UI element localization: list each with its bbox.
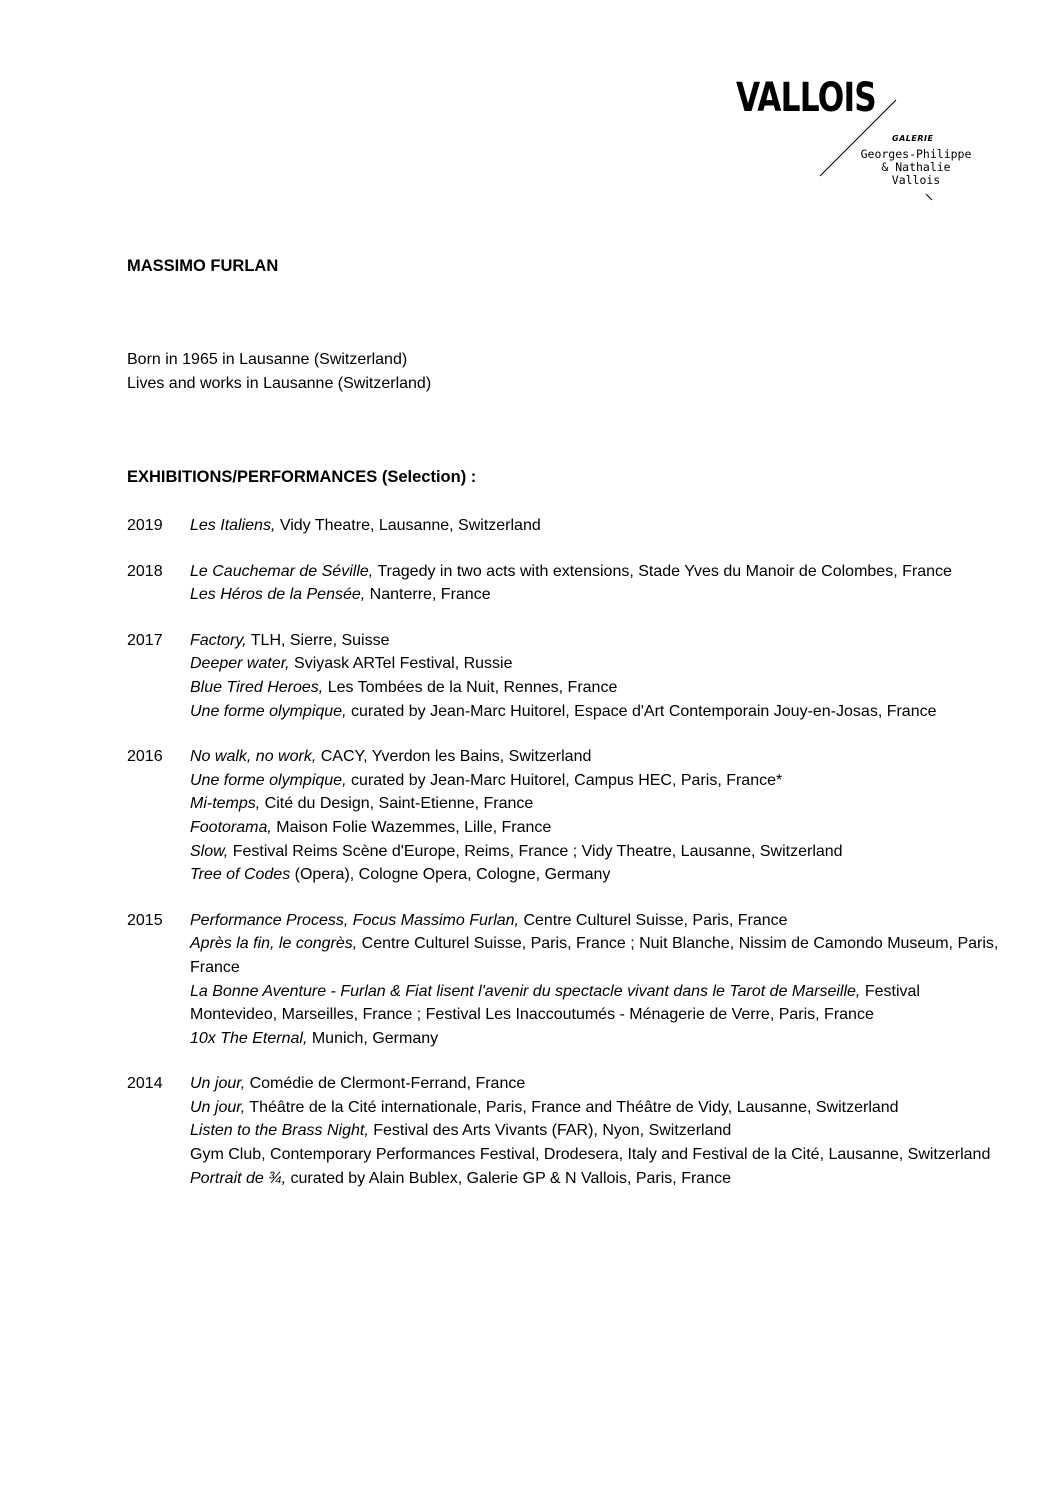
year-entries xyxy=(190,745,1002,887)
year-entries xyxy=(190,909,1002,1051)
exhibition-details: Cité du Design, Saint-Etienne, France xyxy=(260,795,534,813)
year-entries xyxy=(190,514,1002,538)
year-block xyxy=(127,1072,1017,1190)
exhibition-details: Comédie de Clermont-Ferrand, France xyxy=(245,1075,526,1093)
exhibition-entry xyxy=(190,700,1002,724)
exhibition-entry xyxy=(190,816,1002,840)
exhibition-entry xyxy=(190,745,1002,769)
year-block xyxy=(127,560,1017,607)
exhibition-title: Slow, xyxy=(190,842,229,860)
exhibition-title: Une forme olympique, xyxy=(190,771,347,789)
exhibition-details: Vidy Theatre, Lausanne, Switzerland xyxy=(275,517,541,534)
exhibition-title: Les Héros de la Pensée, xyxy=(190,586,366,604)
exhibition-title: Blue Tired Heroes, xyxy=(190,678,324,696)
exhibition-entry xyxy=(190,840,1002,864)
exhibition-details: Centre Culturel Suisse, Paris, France xyxy=(519,911,788,929)
exhibition-title: Portrait de ¾, xyxy=(190,1169,287,1187)
exhibition-entry xyxy=(190,769,1002,793)
year-label: 2016 xyxy=(127,748,163,766)
exhibition-details: curated by Alain Bublex, Galerie GP & N Vallois, Paris, France xyxy=(286,1169,731,1187)
year-label: 2014 xyxy=(127,1075,163,1093)
exhibition-title: Une forme olympique, xyxy=(190,702,347,720)
exhibition-details: Les Tombées de la Nuit, Rennes, France xyxy=(323,678,618,696)
logo-owner-names xyxy=(846,148,986,187)
year-label: 2017 xyxy=(127,631,163,649)
year-block xyxy=(127,629,1017,723)
year-block xyxy=(127,909,1017,1051)
exhibition-entry xyxy=(190,514,1002,538)
exhibition-entry xyxy=(190,583,1002,607)
exhibition-details: Nanterre, France xyxy=(365,586,491,604)
bio-lives: Lives and works in Lausanne (Switzerland) xyxy=(127,375,432,392)
exhibition-title: Après la fin, le congrès, xyxy=(190,935,358,953)
exhibition-title: 10x The Eternal, xyxy=(190,1029,308,1047)
exhibition-details: TLH, Sierre, Suisse xyxy=(246,631,390,649)
exhibition-title: Deeper water, xyxy=(190,655,290,673)
exhibition-details: Sviyask ARTel Festival, Russie xyxy=(289,655,513,673)
exhibition-details: Munich, Germany xyxy=(307,1029,439,1047)
section-title: EXHIBITIONS/PERFORMANCES (Selection) : xyxy=(127,468,477,486)
exhibitions-list xyxy=(127,514,1017,1212)
exhibition-entry xyxy=(190,1027,1002,1051)
exhibition-title: Listen to the Brass Night, xyxy=(190,1122,369,1140)
exhibition-entry xyxy=(190,629,1002,653)
exhibition-title: Un jour, xyxy=(190,1075,246,1093)
exhibition-details: curated by Jean-Marc Huitorel, Espace d'Art Contemporain Jouy-en-Josas, France xyxy=(346,702,937,720)
exhibition-entry xyxy=(190,863,1002,887)
exhibition-entry xyxy=(190,932,1002,979)
exhibition-title: Les Italiens, xyxy=(190,517,276,534)
exhibition-details: Tragedy in two acts with extensions, Stade Yves du Manoir de Colombes, France xyxy=(373,562,952,580)
exhibition-details: curated by Jean-Marc Huitorel, Campus HEC, Paris, France* xyxy=(346,771,783,789)
exhibition-entry xyxy=(190,652,1002,676)
exhibition-entry xyxy=(190,1119,1002,1143)
exhibition-details: Théâtre de la Cité internationale, Paris, France and Théâtre de Vidy, Lausanne, Switzerland xyxy=(245,1098,899,1116)
exhibition-details: CACY, Yverdon les Bains, Switzerland xyxy=(316,748,592,766)
logo-galerie-label: GALERIE xyxy=(892,134,934,143)
exhibition-entry xyxy=(190,792,1002,816)
exhibition-title: Performance Process, Focus Massimo Furlan, xyxy=(190,911,519,929)
exhibition-details: Gym Club, Contemporary Performances Festival, Drodesera, Italy and Festival de la Cité, Lausanne, Switzerland xyxy=(190,1146,991,1164)
bio-born: Born in 1965 in Lausanne (Switzerland) xyxy=(127,351,408,368)
exhibition-entry xyxy=(190,560,1002,584)
exhibition-entry xyxy=(190,1072,1002,1096)
year-entries xyxy=(190,629,1002,723)
exhibition-entry xyxy=(190,1167,1002,1191)
exhibition-entry xyxy=(190,980,1002,1027)
exhibition-title: No walk, no work, xyxy=(190,748,317,766)
exhibition-title: Tree of Codes xyxy=(190,866,291,884)
year-entries xyxy=(190,1072,1002,1190)
artist-bio xyxy=(127,348,431,396)
exhibition-title: Factory, xyxy=(190,631,247,649)
logo-owner-line: & Nathalie xyxy=(881,160,951,174)
exhibition-entry xyxy=(190,676,1002,700)
logo-owner-line: Georges-Philippe xyxy=(860,147,972,161)
exhibition-details: Festival des Arts Vivants (FAR), Nyon, Switzerland xyxy=(368,1122,732,1140)
exhibition-entry xyxy=(190,1096,1002,1120)
logo-diagonal-lines xyxy=(730,70,990,210)
year-label: 2018 xyxy=(127,562,163,580)
gallery-logo xyxy=(730,70,990,210)
exhibition-details: Festival Montevideo, Marseilles, France ; Festival Les Inaccoutumés - Ménagerie de Verre, Paris, France xyxy=(190,982,920,1024)
year-block xyxy=(127,514,1017,538)
logo-wordmark: VALLOIS xyxy=(736,75,876,121)
exhibition-title: Mi-temps, xyxy=(190,795,261,813)
exhibition-entry xyxy=(190,909,1002,933)
exhibition-details: (Opera), Cologne Opera, Cologne, Germany xyxy=(290,866,611,884)
artist-name: MASSIMO FURLAN xyxy=(127,257,279,275)
exhibition-details: Festival Reims Scène d'Europe, Reims, France ; Vidy Theatre, Lausanne, Switzerland xyxy=(228,842,843,860)
year-label: 2015 xyxy=(127,911,163,929)
exhibition-entry xyxy=(190,1143,1002,1167)
exhibition-title: Un jour, xyxy=(190,1098,246,1116)
exhibition-details: Centre Culturel Suisse, Paris, France ; Nuit Blanche, Nissim de Camondo Museum, Paris, France xyxy=(190,935,999,976)
year-label: 2019 xyxy=(127,517,163,534)
logo-owner-line: Vallois xyxy=(891,173,941,187)
year-block xyxy=(127,745,1017,887)
exhibition-title: Footorama, xyxy=(190,818,272,836)
year-entries xyxy=(190,560,1002,607)
exhibition-details: Maison Folie Wazemmes, Lille, France xyxy=(271,818,552,836)
exhibition-title: Le Cauchemar de Séville, xyxy=(190,562,374,580)
exhibition-title: La Bonne Aventure - Furlan & Fiat lisent l'avenir du spectacle vivant dans le Tarot de Marseille, xyxy=(190,982,861,1000)
